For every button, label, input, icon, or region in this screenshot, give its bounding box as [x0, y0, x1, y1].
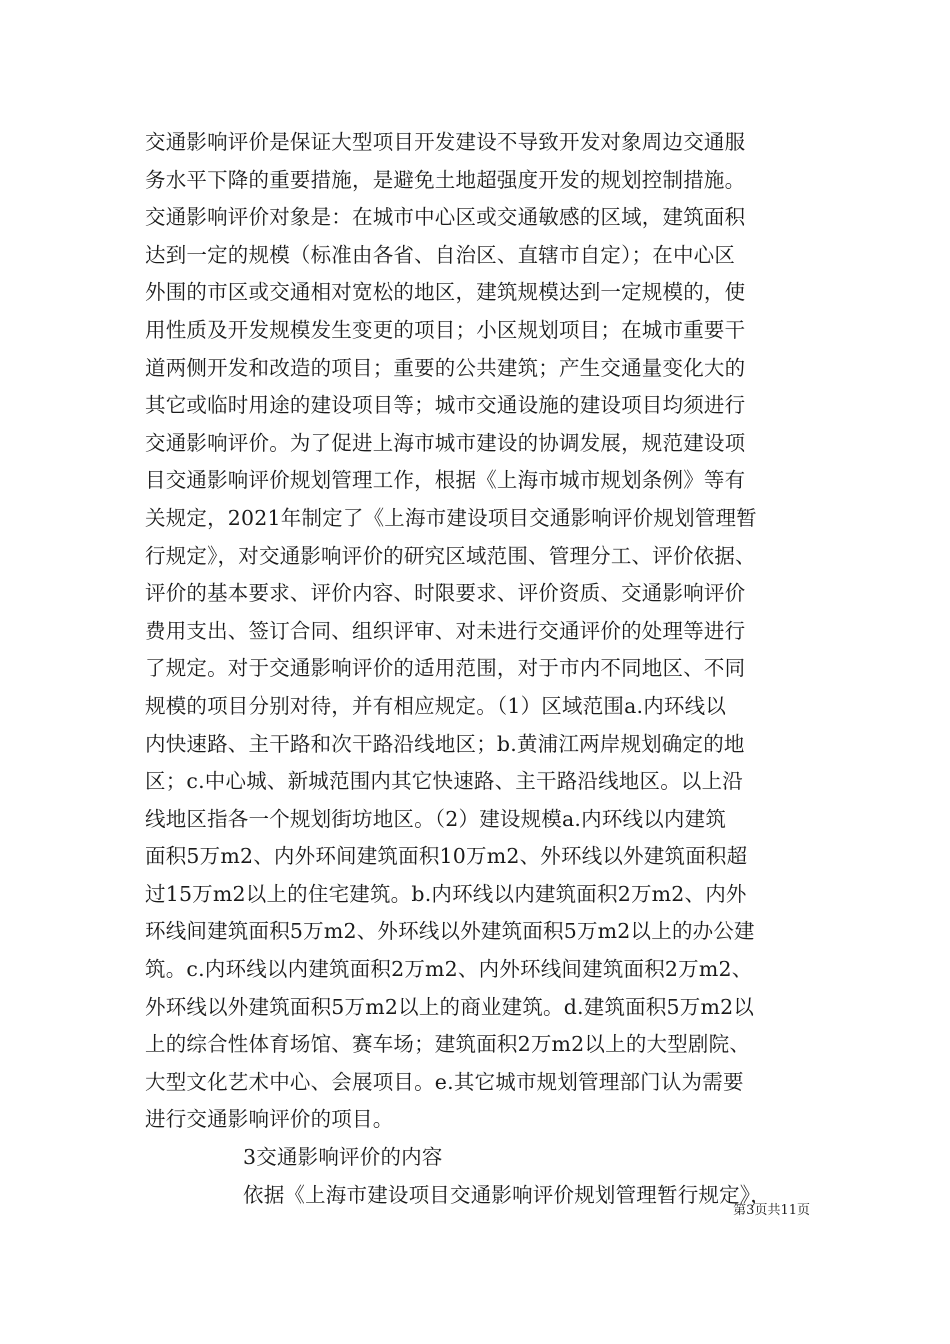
text-line: 交通影响评价是保证大型项目开发建设不导致开发对象周边交通服: [145, 130, 746, 154]
text-line: 过15万m2以上的住宅建筑。b.内环线以内建筑面积2万m2、内外: [145, 881, 747, 906]
text-line: 行规定》，对交通影响评价的研究区域范围、管理分工、评价依据、: [145, 543, 756, 568]
text-line: 线地区指各一个规划街坊地区。（2）建设规模a.内环线以内建筑: [145, 806, 727, 831]
text-line: 评价的基本要求、评价内容、时限要求、评价资质、交通影响评价: [145, 581, 746, 606]
text-line: 务水平下降的重要措施，是避免土地超强度开发的规划控制措施。: [145, 167, 746, 192]
text-line: 环线间建筑面积5万m2、外环线以外建筑面积5万m2以上的办公建: [145, 919, 755, 944]
text-line: 交通影响评价对象是：在城市中心区或交通敏感的区域，建筑面积: [145, 205, 746, 230]
text-line: 上的综合性体育场馆、赛车场；建筑面积2万m2以上的大型剧院、: [145, 1032, 751, 1057]
text-line: 外围的市区或交通相对宽松的地区，建筑规模达到一定规模的，使: [145, 280, 746, 305]
text-line: 达到一定的规模（标准由各省、自治区、直辖市自定）；在中心区: [145, 242, 736, 267]
text-line: 用性质及开发规模发生变更的项目；小区规划项目；在城市重要干: [145, 317, 746, 342]
text-line: 外环线以外建筑面积5万m2以上的商业建筑。d.建筑面积5万m2以: [145, 994, 755, 1019]
text-line: 其它或临时用途的建设项目等；城市交通设施的建设项目均须进行: [145, 393, 746, 418]
text-line: 区；c.中心城、新城范围内其它快速路、主干路沿线地区。以上沿: [145, 769, 743, 794]
text-line: 依据《上海市建设项目交通影响评价规划管理暂行规定》，: [243, 1182, 771, 1207]
text-line: 目交通影响评价规划管理工作，根据《上海市城市规划条例》等有: [145, 468, 746, 493]
text-line: 规模的项目分别对待，并有相应规定。（1）区域范围a.内环线以: [145, 693, 727, 718]
page-number-footer: 第3页共11页: [733, 1203, 810, 1218]
text-line: 进行交通影响评价的项目。: [145, 1107, 394, 1132]
text-line: 道两侧开发和改造的项目；重要的公共建筑；产生交通量变化大的: [145, 355, 746, 380]
text-line: 面积5万m2、内外环间建筑面积10万m2、外环线以外建筑面积超: [145, 844, 748, 869]
text-line: 了规定。对于交通影响评价的适用范围，对于市内不同地区、不同: [145, 656, 746, 681]
text-line: 内快速路、主干路和次干路沿线地区；b.黄浦江两岸规划确定的地: [145, 731, 745, 756]
text-line: 筑。c.内环线以内建筑面积2万m2、内外环线间建筑面积2万m2、: [145, 957, 753, 982]
text-line: 关规定，2021年制定了《上海市建设项目交通影响评价规划管理暂: [145, 505, 757, 530]
text-line: 交通影响评价。为了促进上海市城市建设的协调发展，规范建设项: [145, 430, 746, 455]
text-line: 大型文化艺术中心、会展项目。e.其它城市规划管理部门认为需要: [145, 1069, 744, 1094]
body-text: [145, 124, 825, 1214]
text-line: 费用支出、签订合同、组织评审、对未进行交通评价的处理等进行: [145, 618, 746, 643]
section-heading: 3交通影响评价的内容: [243, 1145, 443, 1170]
